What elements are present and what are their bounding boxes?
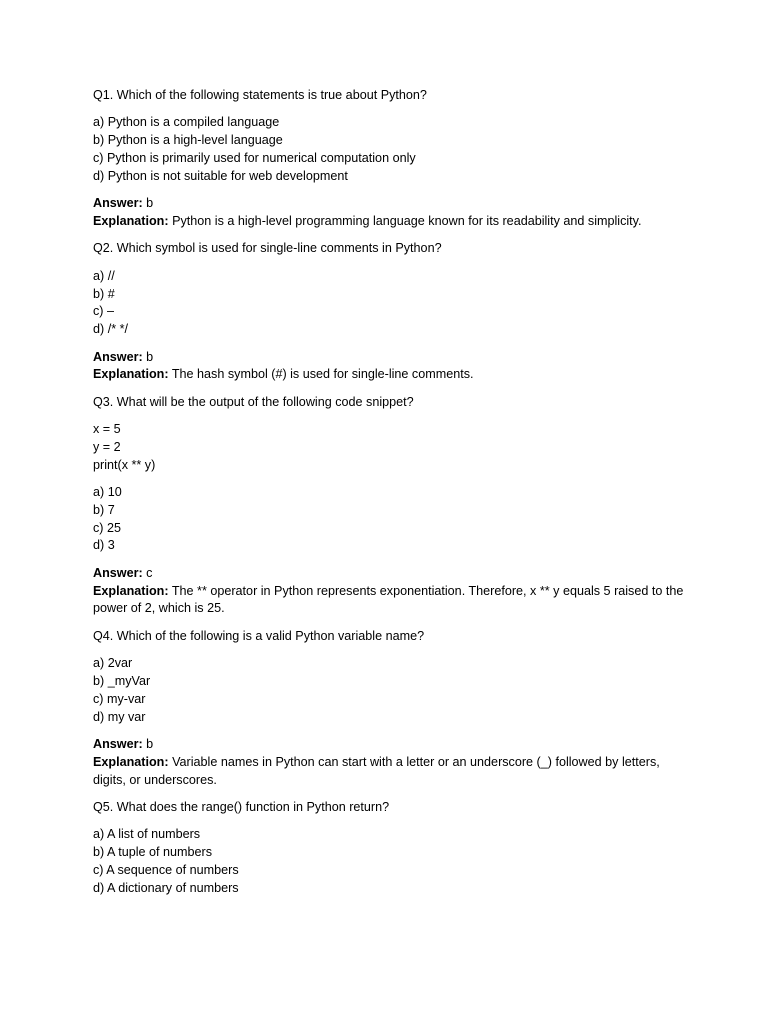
question-4: Q4. Which of the following is a valid Python variable name? bbox=[93, 628, 425, 643]
answer-label: Answer: bbox=[93, 196, 143, 211]
options-3 bbox=[93, 484, 688, 555]
answer-block-2 bbox=[93, 349, 688, 385]
option: d) my var bbox=[93, 709, 146, 724]
question-3: Q3. What will be the output of the following code snippet? bbox=[93, 394, 414, 409]
option: b) _myVar bbox=[93, 674, 151, 689]
answer-block-4 bbox=[93, 736, 688, 789]
explanation-label: Explanation: bbox=[93, 367, 169, 382]
answer-label: Answer: bbox=[93, 349, 143, 364]
explanation-line bbox=[93, 583, 688, 619]
answer-label: Answer: bbox=[93, 737, 143, 752]
option: d) A dictionary of numbers bbox=[93, 880, 239, 895]
explanation-text: The hash symbol (#) is used for single-line comments. bbox=[168, 367, 474, 382]
option: b) 7 bbox=[93, 502, 115, 517]
option: c) my-var bbox=[93, 691, 146, 706]
option: a) 2var bbox=[93, 656, 133, 671]
option: d) /* */ bbox=[93, 322, 128, 337]
option: c) A sequence of numbers bbox=[93, 863, 239, 877]
explanation-line bbox=[93, 366, 688, 384]
option: b) # bbox=[93, 286, 115, 301]
answer-value: b bbox=[142, 737, 154, 752]
options-1 bbox=[93, 114, 688, 185]
options-5 bbox=[93, 826, 688, 897]
answer-label: Answer: bbox=[93, 565, 143, 580]
option: d) 3 bbox=[93, 538, 115, 553]
answer-value: c bbox=[142, 565, 153, 580]
option: b) Python is a high-level language bbox=[93, 133, 283, 148]
options-4 bbox=[93, 655, 688, 726]
option: a) 10 bbox=[93, 485, 122, 500]
option: b) A tuple of numbers bbox=[93, 845, 213, 860]
explanation-line bbox=[93, 213, 688, 231]
code-line: x = 5 bbox=[93, 422, 121, 437]
explanation-line bbox=[93, 754, 688, 790]
answer-line bbox=[93, 195, 688, 213]
answer-block-1 bbox=[93, 195, 688, 231]
explanation-label: Explanation: bbox=[93, 583, 169, 598]
answer-line bbox=[93, 736, 688, 754]
explanation-text: The ** operator in Python represents exponentiation. Therefore, x ** y equals 5 raised to the power of 2, which is 25. bbox=[93, 583, 684, 616]
option: c) Python is primarily used for numerical computation only bbox=[93, 150, 416, 165]
code-line: print(x ** y) bbox=[93, 457, 156, 472]
options-2 bbox=[93, 268, 688, 339]
question-5: Q5. What does the range() function in Python return? bbox=[93, 800, 390, 815]
answer-value: b bbox=[142, 349, 154, 364]
answer-line bbox=[93, 565, 688, 583]
explanation-label: Explanation: bbox=[93, 754, 169, 769]
option: c) 25 bbox=[93, 520, 121, 535]
explanation-text: Variable names in Python can start with a letter or an underscore (_) followed by letters, digits, or underscores. bbox=[93, 754, 660, 787]
code-line: y = 2 bbox=[93, 439, 121, 454]
explanation-text: Python is a high-level programming language known for its readability and simplicity. bbox=[168, 213, 642, 228]
option: c) – bbox=[93, 304, 114, 319]
code-snippet bbox=[93, 421, 688, 474]
question-2: Q2. Which symbol is used for single-line comments in Python? bbox=[93, 241, 442, 256]
option: a) Python is a compiled language bbox=[93, 115, 280, 130]
option: a) A list of numbers bbox=[93, 827, 201, 842]
option: d) Python is not suitable for web development bbox=[93, 168, 348, 183]
answer-value: b bbox=[142, 196, 154, 211]
option: a) // bbox=[93, 268, 115, 283]
question-1: Q1. Which of the following statements is true about Python? bbox=[93, 88, 427, 102]
answer-line bbox=[93, 349, 688, 367]
answer-block-3 bbox=[93, 565, 688, 618]
explanation-label: Explanation: bbox=[93, 213, 169, 228]
